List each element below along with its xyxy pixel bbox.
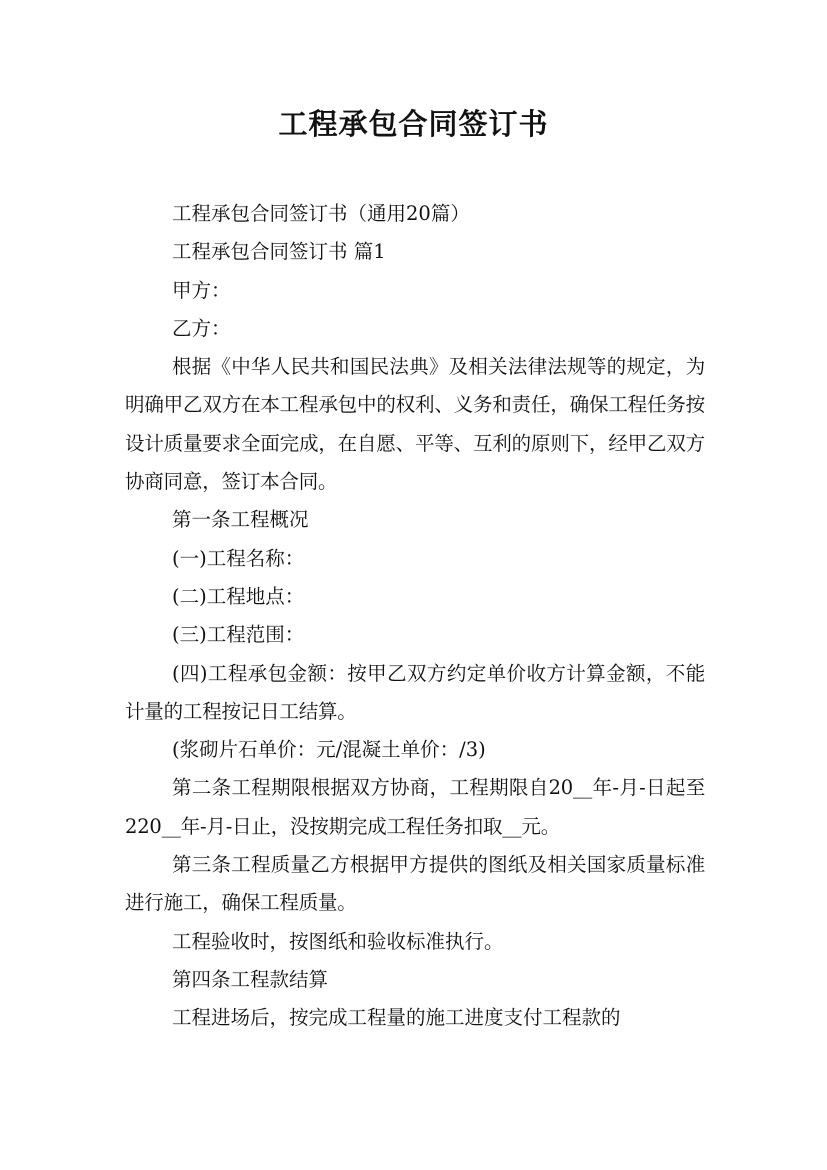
project-scope-line: (三)工程范围： bbox=[172, 623, 305, 647]
party-b-line: 乙方： bbox=[172, 316, 231, 340]
acceptance-line: 工程验收时，按图纸和验收标准执行。 bbox=[172, 929, 504, 953]
preamble-paragraph: 根据《中华人民共和国民法典》及相关法律法规等的规定，为明确甲乙双方在本工程承包中的权利、义务和责任，确保工程任务按设计质量要求全面完成，在自愿、平等、互利的原则下，经甲乙双方协商同意，签订本合同。 bbox=[125, 355, 705, 494]
article-2-paragraph: 第二条工程期限根据双方协商，工程期限自20__年-月-日起至220__年-月-日止，没按期完成工程任务扣取__元。 bbox=[125, 776, 705, 838]
party-a-line: 甲方： bbox=[172, 278, 231, 302]
section-heading: 工程承包合同签订书 篇1 bbox=[172, 240, 386, 264]
payment-paragraph: 工程进场后，按完成工程量的施工进度支付工程款的 bbox=[172, 1006, 621, 1030]
article-4-heading: 第四条工程款结算 bbox=[172, 967, 329, 991]
project-name-line: (一)工程名称： bbox=[172, 546, 305, 570]
document-title: 工程承包合同签订书 bbox=[278, 107, 549, 141]
project-location-line: (二)工程地点： bbox=[172, 584, 305, 608]
unit-price-line: (浆砌片石单价：元/混凝土单价：/3) bbox=[172, 738, 486, 762]
subtitle-paragraph: 工程承包合同签订书（通用20篇） bbox=[172, 202, 470, 225]
contract-amount-paragraph: (四)工程承包金额：按甲乙双方约定单价收方计算金额，不能计量的工程按记日工结算。 bbox=[125, 661, 705, 723]
article-1-heading: 第一条工程概况 bbox=[172, 508, 309, 532]
document-body bbox=[125, 195, 705, 1038]
article-3-paragraph: 第三条工程质量乙方根据甲方提供的图纸及相关国家质量标准进行施工，确保工程质量。 bbox=[125, 853, 705, 915]
